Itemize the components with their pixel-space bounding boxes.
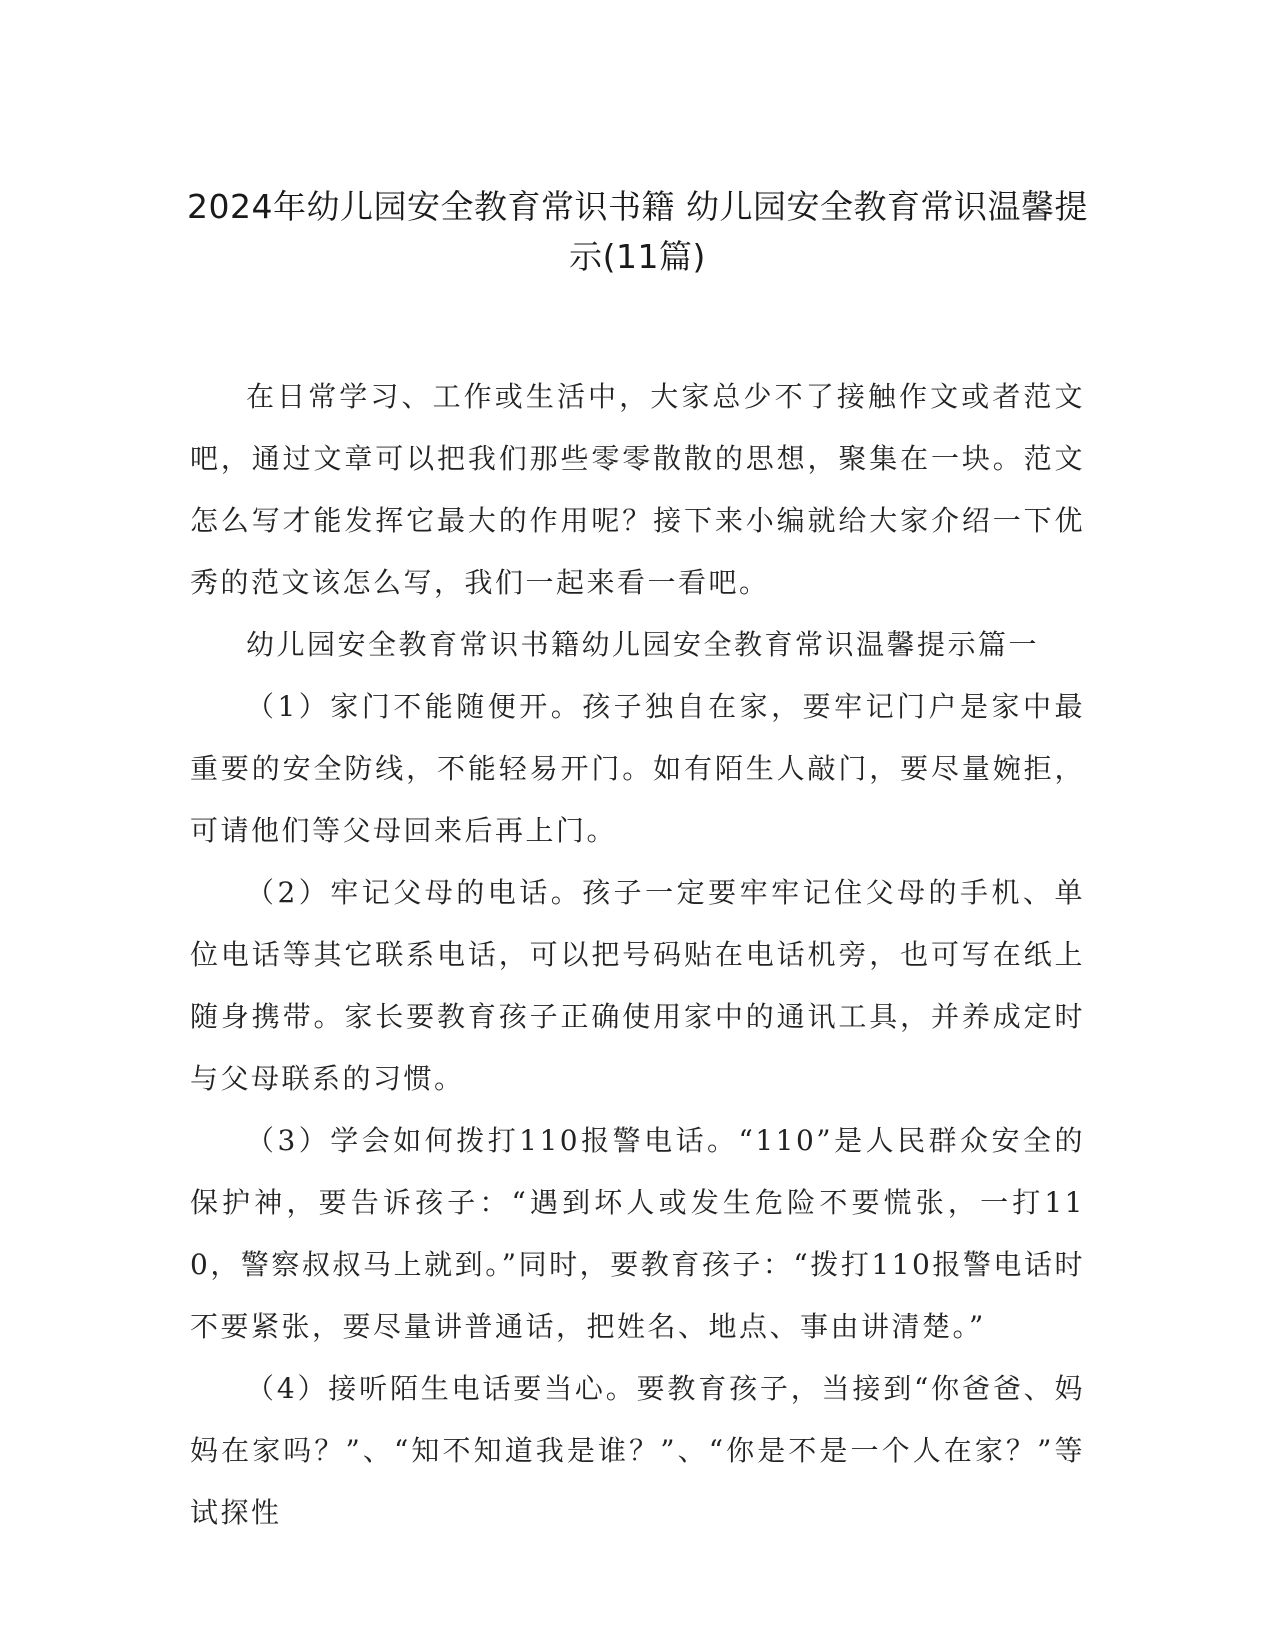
document-title: 2024年幼儿园安全教育常识书籍 幼儿园安全教育常识温馨提示(11篇) <box>187 187 1088 276</box>
tip-paragraph-2: （2）牢记父母的电话。孩子一定要牢牢记住父母的手机、单位电话等其它联系电话，可以把号码贴在电话机旁，也可写在纸上随身携带。家长要教育孩子正确使用家中的通讯工具，并养成定时与父母联系的习惯。 <box>190 876 1085 1095</box>
document-body <box>190 366 1085 1544</box>
tip-paragraph-1: （1）家门不能随便开。孩子独自在家，要牢记门户是家中最重要的安全防线，不能轻易开门。如有陌生人敲门，要尽量婉拒，可请他们等父母回来后再上门。 <box>190 690 1085 847</box>
tip-paragraph-4: （4）接听陌生电话要当心。要教育孩子，当接到“你爸爸、妈妈在家吗？”、“知不知道我是谁？”、“你是不是一个人在家？”等试探性 <box>190 1372 1085 1529</box>
intro-paragraph: 在日常学习、工作或生活中，大家总少不了接触作文或者范文吧，通过文章可以把我们那些零零散散的思想，聚集在一块。范文怎么写才能发挥它最大的作用呢？接下来小编就给大家介绍一下优秀的范文该怎么写，我们一起来看一看吧。 <box>190 380 1085 599</box>
section-heading: 幼儿园安全教育常识书籍幼儿园安全教育常识温馨提示篇一 <box>246 628 1040 661</box>
tip-paragraph-3: （3）学会如何拨打110报警电话。“110”是人民群众安全的保护神，要告诉孩子：“遇到坏人或发生危险不要慌张，一打110，警察叔叔马上就到。”同时，要教育孩子：“拨打110报警电话时不要紧张，要尽量讲普通话，把姓名、地点、事由讲清楚。” <box>190 1124 1085 1343</box>
